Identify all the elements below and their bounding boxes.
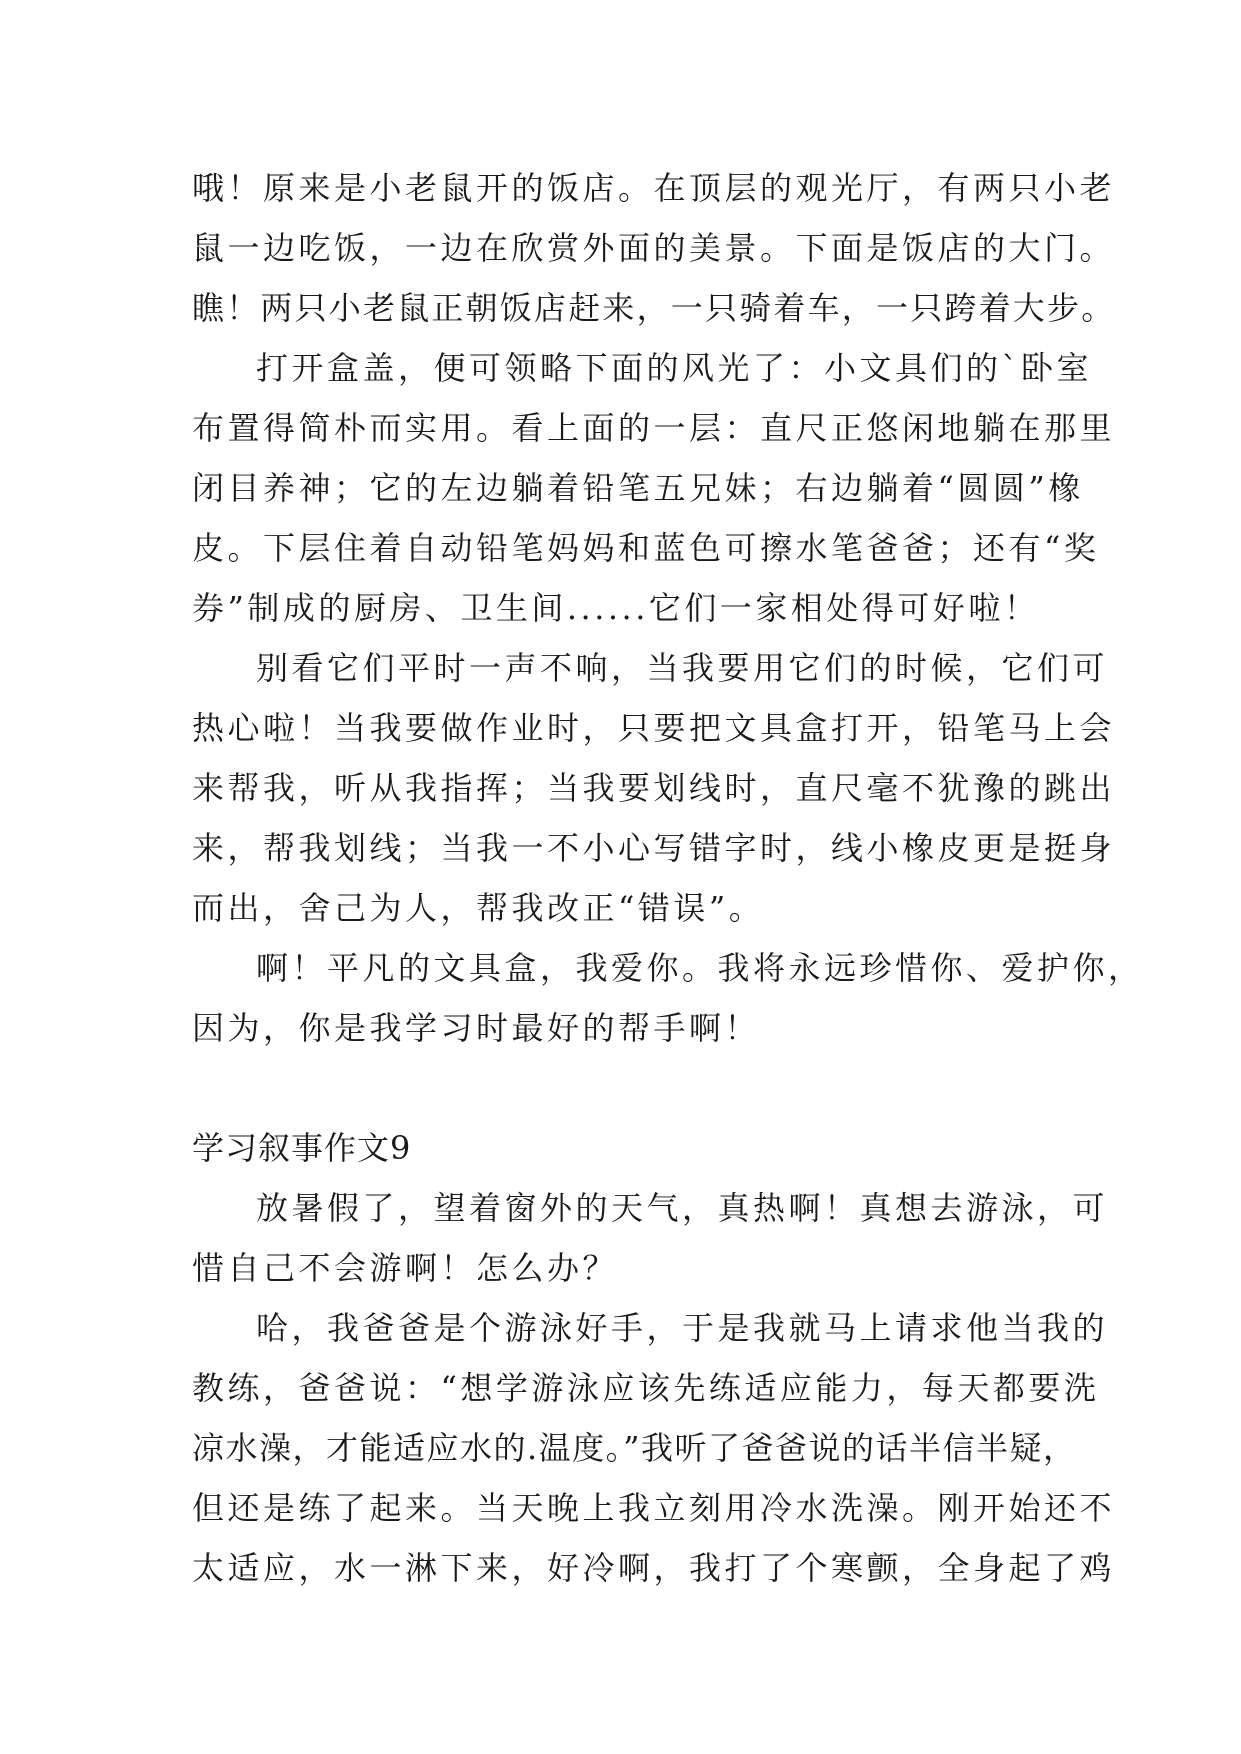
text-line: 布置得简朴而实用。看上面的一层：直尺正悠闲地躺在那里 <box>192 409 1116 447</box>
section-heading: 学习叙事作文9 <box>192 1129 412 1167</box>
text-line: 皮。下层住着自动铅笔妈妈和蓝色可擦水笔爸爸；还有“奖 <box>192 529 1100 567</box>
text-line: 热心啦！当我要做作业时，只要把文具盒打开，铅笔马上会 <box>192 709 1116 747</box>
text-line: 来帮我，听从我指挥；当我要划线时，直尺毫不犹豫的跳出 <box>192 769 1116 807</box>
text-line: 太适应，水一淋下来，好冷啊，我打了个寒颤，全身起了鸡 <box>192 1549 1116 1587</box>
text-line: 啊！平凡的文具盒，我爱你。我将永远珍惜你、爱护你， <box>256 949 1144 987</box>
text-line: 闭目养神；它的左边躺着铅笔五兄妹；右边躺着“圆圆”橡 <box>192 469 1084 507</box>
text-line: 来，帮我划线；当我一不小心写错字时，线小橡皮更是挺身 <box>192 829 1116 867</box>
text-line: 哦！原来是小老鼠开的饭店。在顶层的观光厅，有两只小老 <box>192 169 1116 207</box>
text-line: 鼠一边吃饭，一边在欣赏外面的美景。下面是饭店的大门。 <box>192 229 1116 267</box>
text-line: 而出，舍己为人，帮我改正“错误”。 <box>192 889 765 927</box>
text-line: 瞧！两只小老鼠正朝饭店赶来，一只骑着车，一只跨着大步。 <box>192 289 1116 327</box>
text-line: 但还是练了起来。当天晚上我立刻用冷水洗澡。刚开始还不 <box>192 1489 1116 1527</box>
text-line: 凉水澡，才能适应水的.温度。”我听了爸爸说的话半信半疑， <box>192 1429 1077 1467</box>
text-line: 放暑假了，望着窗外的天气，真热啊！真想去游泳，可 <box>256 1189 1109 1227</box>
text-line: 教练，爸爸说：“想学游泳应该先练适应能力，每天都要洗 <box>192 1369 1100 1407</box>
text-line: 券”制成的厨房、卫生间......它们一家相处得可好啦！ <box>192 589 1040 627</box>
text-line: 打开盒盖，便可领略下面的风光了：小文具们的`卧室 <box>256 349 1093 387</box>
text-line: 别看它们平时一声不响，当我要用它们的时候，它们可 <box>256 649 1109 687</box>
text-line: 哈，我爸爸是个游泳好手，于是我就马上请求他当我的 <box>256 1309 1109 1347</box>
text-line: 因为，你是我学习时最好的帮手啊！ <box>192 1009 761 1047</box>
text-line: 惜自己不会游啊！怎么办？ <box>192 1249 619 1287</box>
